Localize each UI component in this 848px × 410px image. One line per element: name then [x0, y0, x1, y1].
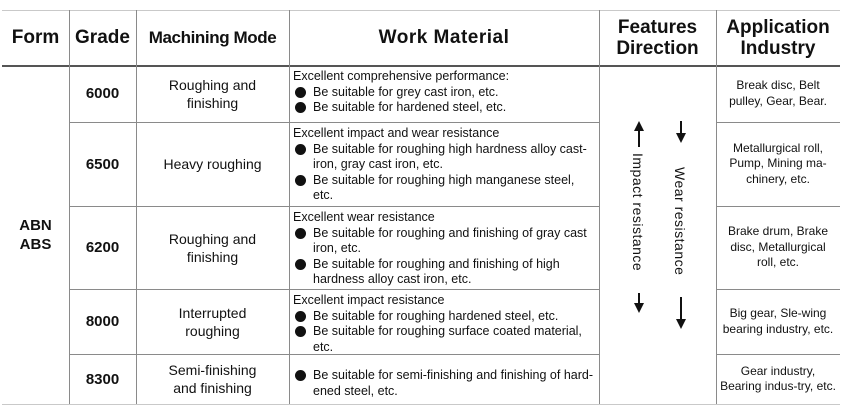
wear-arrow-down-icon: [674, 297, 688, 329]
work-material-cell: [289, 65, 599, 122]
work-material-bullet: [293, 309, 558, 325]
application-cell: Brake drum, Brake disc, Metallurgical roll, etc.: [727, 224, 829, 270]
grade-cell: 6000: [85, 85, 120, 102]
features-direction-cell: [599, 65, 716, 404]
table-bottom-rule: [2, 404, 840, 405]
machining-mode-cell: Heavy roughing: [163, 156, 262, 172]
bullet-text: Be suitable for roughing hardened steel, etc.: [313, 308, 559, 323]
work-material-intro: Excellent comprehensive performance:: [293, 69, 510, 83]
bullet-dot-icon: [295, 175, 306, 186]
form-code: ABN: [19, 216, 52, 234]
machining-mode-cell: Semi-finishing and finishing: [168, 362, 257, 396]
grade-cell: 8000: [85, 313, 120, 330]
bullet-dot-icon: [295, 326, 306, 337]
form-value: [2, 65, 69, 404]
grade-cell: 6200: [85, 239, 120, 256]
header-grade: Grade: [75, 27, 130, 48]
header-work: Work Material: [378, 27, 510, 48]
header-form: Form: [11, 27, 60, 48]
bullet-text: Be suitable for roughing and finishing of gray cast iron, etc.: [313, 225, 587, 255]
header-application: Application Industry: [726, 16, 830, 59]
work-material-intro: Excellent impact resistance: [293, 293, 445, 307]
wear-resistance-label: Wear resistance: [672, 167, 688, 276]
bullet-text: Be suitable for hardened steel, etc.: [313, 100, 507, 114]
work-material-intro: Excellent impact and wear resistance: [293, 126, 500, 140]
bullet-text: Be suitable for grey cast iron, etc.: [313, 84, 499, 99]
bullet-dot-icon: [295, 102, 306, 113]
grade-cell: 8300: [85, 370, 120, 388]
bullet-dot-icon: [295, 370, 306, 381]
bullet-text: Be suitable for semi-finishing and finishing of hard-ened steel, etc.: [313, 368, 594, 398]
application-cell: Break disc, Belt pulley, Gear, Bear.: [729, 78, 827, 108]
work-material-cell: [289, 122, 599, 206]
bullet-dot-icon: [295, 228, 306, 239]
impact-arrow-tail-icon: [632, 293, 646, 313]
work-material-bullet: [293, 324, 593, 355]
work-material-bullet: [293, 142, 593, 173]
header-mode: Machining Mode: [148, 28, 277, 47]
application-cell: Gear industry, Bearing indus-try, etc.: [720, 363, 836, 393]
machining-mode-cell: Roughing and finishing: [168, 76, 257, 111]
machining-mode-cell: Interrupted roughing: [178, 304, 247, 339]
form-code: ABS: [19, 235, 52, 253]
work-material-bullet: [293, 173, 593, 204]
bullet-dot-icon: [295, 311, 306, 322]
work-material-bullet: [293, 100, 506, 116]
bullet-text: Be suitable for roughing high manganese steel, etc.: [313, 172, 575, 202]
work-material-cell: [289, 289, 599, 354]
bullet-dot-icon: [295, 259, 306, 270]
impact-arrow-up-icon: [632, 121, 646, 147]
bullet-text: Be suitable for roughing high hardness alloy cast-iron, gray cast iron, etc.: [313, 141, 587, 171]
work-material-intro: Excellent wear resistance: [293, 210, 435, 224]
work-material-bullet: [293, 257, 593, 288]
bullet-dot-icon: [295, 144, 306, 155]
machining-mode-cell: Roughing and finishing: [168, 230, 257, 265]
wear-arrow-top-icon: [674, 121, 688, 143]
work-material-cell: [289, 206, 599, 289]
header-features: Features Direction: [616, 16, 699, 59]
application-cell: Metallurgical roll, Pump, Mining ma-chinery, etc.: [729, 140, 827, 186]
grade-cell: 6500: [85, 155, 120, 173]
work-material-cell: [289, 354, 599, 404]
grade-table: [2, 10, 842, 404]
application-cell: Big gear, Sle-wing bearing industry, etc.: [722, 306, 834, 336]
work-material-bullet: [293, 368, 593, 399]
bullet-text: Be suitable for roughing surface coated material, etc.: [313, 324, 582, 354]
work-material-bullet: [293, 226, 593, 257]
impact-resistance-label: Impact resistance: [630, 153, 646, 272]
bullet-text: Be suitable for roughing and finishing of high hardness alloy cast iron, etc.: [313, 256, 560, 286]
bullet-dot-icon: [295, 87, 306, 98]
work-material-bullet: [293, 85, 499, 101]
